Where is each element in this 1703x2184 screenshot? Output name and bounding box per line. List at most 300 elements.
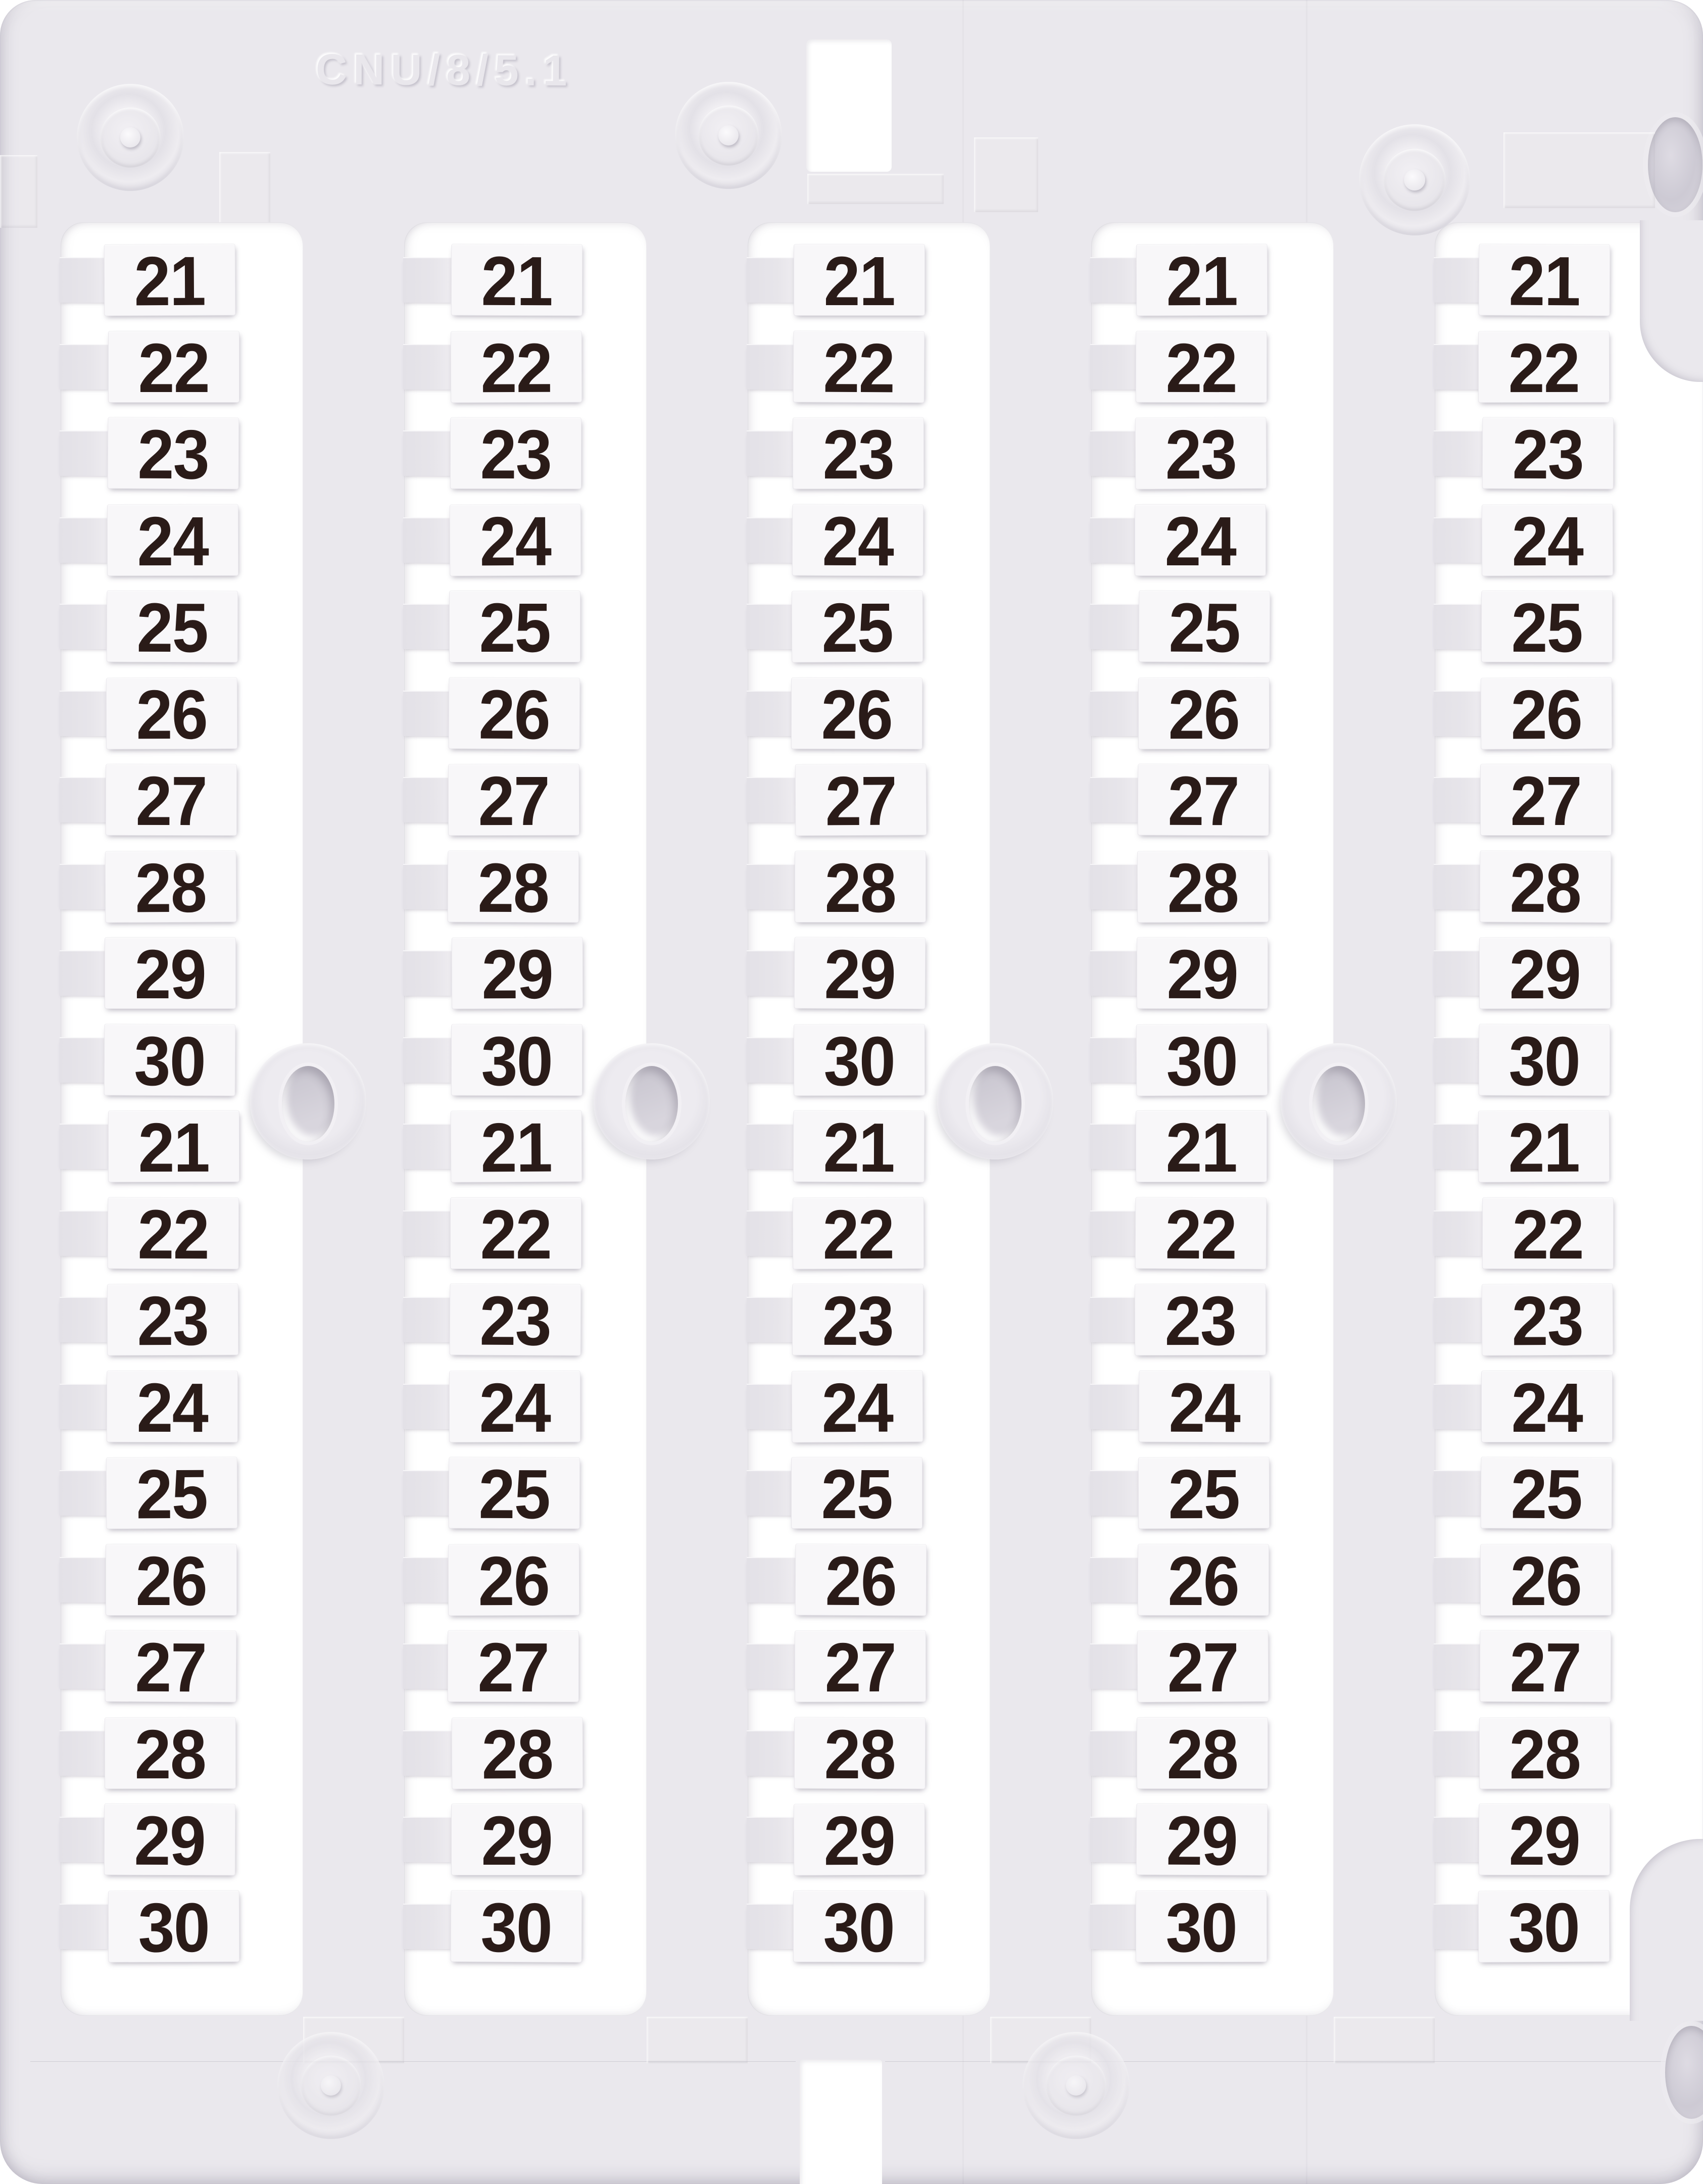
- marker-tag: [106, 762, 237, 841]
- marker-tag-number: 28: [1509, 1715, 1581, 1793]
- sprue-bridge: [747, 1817, 797, 1862]
- sprue-bridge: [1434, 1904, 1484, 1949]
- sprue-bridge: [403, 777, 454, 822]
- marker-tag-number: 26: [478, 675, 550, 754]
- sprue-bridge: [60, 1037, 110, 1083]
- marker-tag-number: 25: [479, 589, 551, 667]
- marker-tag-number: 24: [1511, 1369, 1583, 1447]
- sprue-bridge: [1090, 604, 1141, 649]
- marker-tag-number: 22: [1508, 329, 1580, 407]
- marker-tag-number: 29: [1509, 935, 1581, 1014]
- marker-tag-number: 30: [1165, 1888, 1237, 1967]
- marker-tag-number: 24: [1169, 1369, 1240, 1447]
- marker-tag: [106, 675, 237, 754]
- side-oval-hole: [1648, 117, 1702, 212]
- marker-tag: [1480, 849, 1612, 927]
- sprue-bridge: [1434, 430, 1484, 476]
- marker-tag: [451, 1022, 582, 1100]
- sprue-bridge: [403, 1297, 454, 1342]
- marker-tag-number: 27: [825, 762, 897, 841]
- sprue-bridge: [403, 604, 454, 649]
- mounting-boss: [675, 82, 782, 189]
- marker-tag-number: 23: [137, 1282, 209, 1361]
- sprue-bridge: [1434, 1297, 1484, 1342]
- marker-tag: [108, 1108, 239, 1187]
- sprue-bridge: [1434, 1643, 1484, 1689]
- marker-tag: [1138, 762, 1269, 841]
- marker-tag-number: 28: [134, 1715, 206, 1793]
- sprue-bridge: [1090, 517, 1141, 563]
- sprue-bridge: [1434, 604, 1484, 649]
- sprue-bridge: [747, 1730, 797, 1776]
- sprue-bridge: [747, 864, 797, 909]
- sprue-bridge: [60, 1730, 110, 1776]
- marker-tag: [451, 1888, 582, 1967]
- marker-tag: [1138, 1542, 1269, 1620]
- marker-tag-number: 30: [138, 1888, 210, 1967]
- marker-tag-number: 22: [822, 1195, 894, 1274]
- sprue-bridge: [403, 517, 454, 563]
- rib-stub: [1334, 2017, 1435, 2063]
- marker-tag-number: 27: [477, 1628, 549, 1707]
- marker-tag-number: 30: [823, 1888, 895, 1967]
- marker-tag: [1135, 1195, 1267, 1274]
- marker-tag: [1482, 1195, 1614, 1274]
- sprue-bridge: [1434, 950, 1484, 996]
- side-oval-hole: [1665, 2026, 1703, 2119]
- marker-tag: [1478, 1888, 1610, 1967]
- marker-tag: [1479, 1802, 1610, 1880]
- marker-tag: [1136, 1109, 1267, 1187]
- marker-tag-number: 21: [1166, 242, 1238, 321]
- marker-tag: [1480, 1542, 1612, 1620]
- sprue-bridge: [1434, 344, 1484, 390]
- sprue-bridge: [403, 1904, 454, 1949]
- marker-tag-number: 26: [821, 675, 893, 754]
- sprue-bridge: [747, 1384, 797, 1429]
- sprue-bridge: [1434, 1470, 1484, 1516]
- marker-tag: [792, 502, 923, 580]
- embossed-panel: [0, 155, 37, 228]
- marker-tag: [1480, 762, 1612, 840]
- marker-tag: [795, 762, 927, 841]
- marker-tag: [1482, 1282, 1614, 1361]
- marker-tag-number: 24: [1164, 502, 1236, 580]
- marker-tag: [1138, 1455, 1270, 1534]
- marker-tag: [1139, 589, 1271, 667]
- marker-tag-number: 29: [481, 935, 553, 1014]
- marker-tag: [1481, 1369, 1613, 1447]
- marker-tag: [1479, 935, 1611, 1014]
- rib-through-hole: [282, 1066, 334, 1142]
- marker-tag: [452, 935, 583, 1014]
- marker-tag-number: 25: [136, 589, 208, 667]
- marker-tag: [1136, 1888, 1267, 1967]
- marker-tag: [448, 1542, 579, 1620]
- rib-through-hole: [1312, 1066, 1365, 1142]
- marker-tag-number: 26: [135, 1542, 207, 1620]
- sprue-bridge: [403, 1470, 454, 1516]
- marker-tag: [793, 1108, 925, 1187]
- marker-tag: [1137, 1628, 1269, 1707]
- marker-tag-number: 27: [478, 762, 550, 841]
- sprue-bridge: [60, 691, 110, 736]
- marker-tag: [791, 675, 922, 754]
- sprue-bridge: [747, 1210, 797, 1256]
- sprue-bridge: [1090, 1384, 1141, 1429]
- marker-tag-number: 30: [823, 1022, 895, 1100]
- marker-tag-number: 21: [823, 242, 895, 320]
- marker-tag: [104, 242, 236, 321]
- marker-tag: [795, 849, 926, 927]
- sprue-bridge: [1090, 1124, 1141, 1169]
- marker-tag-number: 30: [1166, 1022, 1238, 1100]
- sprue-bridge: [1090, 691, 1141, 736]
- marker-tag-number: 28: [1510, 849, 1581, 927]
- rib-through-hole: [969, 1066, 1021, 1142]
- marker-tag: [792, 1282, 923, 1361]
- marker-tag-number: 29: [823, 1802, 895, 1880]
- marker-tag: [793, 329, 925, 407]
- sprue-bridge: [60, 1210, 110, 1256]
- marker-tag: [1479, 242, 1611, 321]
- marker-tag-number: 22: [480, 329, 552, 407]
- marker-tag: [105, 1628, 237, 1707]
- sprue-bridge: [747, 691, 797, 736]
- sprue-bridge: [60, 1904, 110, 1949]
- sprue-bridge: [1090, 1297, 1141, 1342]
- sprue-bridge: [1434, 1384, 1484, 1429]
- sprue-bridge: [403, 691, 454, 736]
- marker-tag: [1480, 1628, 1611, 1707]
- sprue-bridge: [60, 344, 110, 390]
- marker-tag-number: 22: [480, 1195, 552, 1274]
- marker-tag: [449, 1455, 580, 1534]
- sprue-bridge: [747, 430, 797, 476]
- marker-tag-number: 28: [1167, 849, 1239, 927]
- marker-tag: [108, 415, 239, 494]
- sprue-bridge: [60, 517, 110, 563]
- sprue-bridge: [747, 777, 797, 822]
- sprue-bridge: [60, 430, 110, 476]
- marker-tag: [795, 1542, 927, 1620]
- marker-tag: [1135, 1282, 1266, 1361]
- marker-tag: [1481, 1455, 1613, 1534]
- sprue-bridge: [747, 517, 797, 563]
- marker-tag-number: 23: [1512, 1282, 1583, 1361]
- marker-tag-number: 24: [136, 1369, 208, 1447]
- marker-tag-number: 21: [134, 242, 206, 321]
- sprue-bridge: [403, 430, 454, 476]
- marker-tag: [108, 329, 239, 407]
- rib-stub: [647, 2017, 748, 2063]
- marker-tag-number: 25: [136, 1455, 208, 1534]
- marker-tag: [448, 762, 579, 841]
- sprue-bridge: [1434, 1730, 1484, 1776]
- sprue-bridge: [403, 1557, 454, 1603]
- marker-tag: [794, 242, 925, 320]
- marker-tag: [1478, 1108, 1610, 1187]
- marker-tag-number: 24: [479, 502, 551, 580]
- bottom-notch-cutout: [800, 2060, 882, 2184]
- marker-tag-number: 23: [1165, 415, 1237, 494]
- marker-tag-number: 26: [136, 675, 208, 754]
- marker-tag: [1139, 1369, 1270, 1447]
- marker-tag-number: 29: [1166, 1802, 1238, 1880]
- marker-tag-number: 26: [1167, 1542, 1239, 1620]
- sprue-bridge: [60, 1124, 110, 1169]
- sprue-bridge: [60, 257, 110, 303]
- mounting-boss: [77, 84, 184, 191]
- sprue-bridge: [60, 1297, 110, 1342]
- marker-tag: [449, 1369, 580, 1447]
- marker-tag-number: 28: [477, 849, 549, 927]
- sprue-bridge: [60, 1817, 110, 1862]
- marker-tag-number: 23: [1164, 1282, 1236, 1361]
- sprue-bridge: [60, 1470, 110, 1516]
- marker-tag: [450, 1282, 581, 1361]
- sprue-bridge: [1090, 257, 1141, 303]
- marker-tag-number: 21: [1165, 1109, 1237, 1187]
- marker-tag: [1136, 329, 1267, 407]
- marker-tag-number: 23: [822, 415, 894, 494]
- sprue-bridge: [747, 604, 797, 649]
- marker-tag: [794, 1802, 925, 1880]
- marker-tag: [105, 1715, 236, 1793]
- marker-tag-number: 26: [1510, 1542, 1582, 1620]
- sprue-bridge: [1434, 1557, 1484, 1603]
- marker-tag-number: 28: [824, 849, 896, 927]
- marker-tag: [1482, 502, 1613, 580]
- sprue-bridge: [403, 1384, 454, 1429]
- sprue-bridge: [1434, 1210, 1484, 1256]
- marker-tag-number: 28: [824, 1715, 896, 1793]
- sprue-bridge: [747, 1297, 797, 1342]
- sprue-bridge: [1434, 777, 1484, 822]
- marker-tag-number: 25: [1511, 589, 1583, 667]
- marker-tag-number: 24: [137, 502, 209, 580]
- marker-tag: [1138, 675, 1270, 754]
- sprue-bridge: [403, 257, 454, 303]
- marker-tag-number: 24: [822, 502, 894, 580]
- marker-tag-number: 21: [823, 1108, 895, 1187]
- marker-tag-number: 27: [1510, 762, 1582, 840]
- marker-tag: [452, 1715, 583, 1793]
- sprue-bridge: [1090, 1037, 1141, 1083]
- embossed-panel: [1503, 132, 1655, 208]
- marker-tag-number: 29: [1166, 935, 1238, 1014]
- marker-tag: [1137, 935, 1268, 1014]
- top-cutout-hole: [806, 39, 892, 172]
- sprue-bridge: [60, 604, 110, 649]
- marker-tag-number: 27: [1167, 1628, 1239, 1707]
- marker-tag: [792, 589, 923, 667]
- sprue-bridge: [747, 1037, 797, 1083]
- marker-tag-number: 30: [1508, 1888, 1580, 1967]
- marker-tag-number: 26: [1168, 675, 1240, 754]
- sprue-bridge: [60, 777, 110, 822]
- sprue-bridge: [747, 950, 797, 996]
- sprue-bridge: [747, 1904, 797, 1949]
- marker-tag: [1136, 242, 1268, 321]
- sprue-bridge: [403, 344, 454, 390]
- sprue-bridge: [1434, 517, 1484, 563]
- marker-tag-number: 24: [479, 1369, 551, 1447]
- sprue-bridge: [1090, 1817, 1141, 1862]
- marker-tag-number: 21: [138, 1108, 210, 1187]
- sprue-bridge: [403, 1643, 454, 1689]
- sprue-bridge: [1090, 1557, 1141, 1603]
- sprue-bridge: [747, 344, 797, 390]
- marker-tag-number: 23: [137, 415, 209, 494]
- marker-tag: [451, 1108, 582, 1187]
- marker-tag-number: 27: [135, 762, 207, 841]
- marker-tag-number: 29: [481, 1802, 553, 1880]
- marker-tag: [448, 849, 579, 927]
- sprue-bridge: [60, 1384, 110, 1429]
- marker-tag: [793, 1195, 924, 1274]
- marker-tag-number: 21: [480, 1108, 552, 1187]
- marker-tag: [106, 1542, 237, 1620]
- marker-tag-number: 21: [1509, 242, 1580, 321]
- marker-tag-number: 25: [821, 1455, 893, 1533]
- marker-tag: [1135, 502, 1266, 580]
- marker-tag-number: 22: [138, 329, 210, 407]
- sprue-bridge: [60, 1643, 110, 1689]
- marker-tag: [108, 1888, 239, 1967]
- sprue-bridge: [747, 257, 797, 303]
- marker-tag-number: 26: [478, 1542, 550, 1620]
- marker-tag: [449, 675, 580, 754]
- sprue-bridge: [403, 1730, 454, 1776]
- sprue-bridge: [403, 1037, 454, 1083]
- marker-tag-number: 27: [1167, 762, 1239, 841]
- sprue-bridge: [60, 864, 110, 909]
- sprue-bridge: [747, 1557, 797, 1603]
- embossed-part-number: CNU/8/5.1: [315, 45, 573, 95]
- marker-tag: [107, 589, 238, 667]
- marker-tag-number: 29: [1509, 1802, 1580, 1880]
- marker-tag: [793, 1888, 925, 1967]
- marker-tag: [1479, 1715, 1611, 1793]
- marker-tag-number: 28: [481, 1715, 553, 1793]
- marker-tag: [107, 1282, 238, 1361]
- sprue-bridge: [747, 1124, 797, 1169]
- marker-tag-number: 21: [481, 242, 553, 321]
- marker-tag: [794, 935, 926, 1014]
- sprue-bridge: [60, 950, 110, 996]
- marker-tag: [1137, 1715, 1268, 1793]
- marker-tag: [450, 502, 581, 580]
- mounting-boss: [277, 2032, 384, 2139]
- sprue-bridge: [1434, 691, 1484, 736]
- marker-tag: [1135, 415, 1267, 494]
- marker-tag: [1482, 415, 1614, 494]
- marker-tag-number: 27: [824, 1628, 896, 1707]
- marker-tag-number: 25: [821, 589, 893, 667]
- marker-tag: [450, 1195, 581, 1274]
- marker-tag-number: 26: [825, 1542, 897, 1620]
- marker-tag-number: 23: [822, 1282, 894, 1361]
- sprue-bridge: [1090, 430, 1141, 476]
- marker-tag-number: 25: [1511, 1455, 1582, 1534]
- marker-tag: [107, 1369, 238, 1447]
- rib-through-hole: [625, 1066, 678, 1142]
- sprue-bridge: [1090, 1643, 1141, 1689]
- marker-tag: [451, 1802, 582, 1880]
- marker-tag: [105, 936, 236, 1013]
- sprue-bridge: [403, 950, 454, 996]
- mounting-boss: [1023, 2032, 1130, 2139]
- marker-tag: [1481, 675, 1613, 754]
- marker-tag-number: 30: [134, 1022, 206, 1100]
- marker-tag: [794, 1715, 926, 1793]
- marker-tag-number: 23: [1512, 415, 1584, 494]
- marker-tag: [795, 1628, 926, 1707]
- marker-tag: [1481, 589, 1613, 667]
- sprue-bridge: [1090, 950, 1141, 996]
- sprue-bridge: [403, 1210, 454, 1256]
- sprue-bridge: [1434, 1817, 1484, 1862]
- sprue-bridge: [403, 1124, 454, 1169]
- sprue-bridge: [1090, 864, 1141, 909]
- sprue-bridge: [1090, 1730, 1141, 1776]
- marker-tag-number: 29: [134, 936, 206, 1013]
- sprue-bridge: [403, 1817, 454, 1862]
- marker-tag-number: 25: [478, 1455, 550, 1534]
- marker-tag: [793, 415, 924, 494]
- marker-tag: [104, 1802, 235, 1880]
- sprue-bridge: [747, 1470, 797, 1516]
- marker-tag-number: 23: [479, 1282, 551, 1361]
- sprue-bridge: [1434, 1037, 1484, 1083]
- marker-tag: [1479, 1022, 1610, 1100]
- marker-tag: [792, 1369, 923, 1447]
- marker-tag: [450, 415, 581, 494]
- marker-tag: [1137, 849, 1269, 927]
- marker-tag: [451, 329, 582, 407]
- sprue-bridge: [403, 864, 454, 909]
- marker-tag: [1136, 1022, 1268, 1100]
- marker-tag: [1136, 1802, 1268, 1880]
- marker-tag-number: 28: [1166, 1715, 1238, 1793]
- marker-tag: [794, 1022, 925, 1100]
- marker-tag-number: 26: [1511, 675, 1582, 754]
- sprue-bridge: [1434, 257, 1484, 303]
- marker-tag: [449, 589, 580, 667]
- marker-tag-number: 22: [1512, 1195, 1584, 1274]
- marker-tag-number: 27: [1510, 1628, 1581, 1707]
- marker-tag-number: 24: [1512, 502, 1583, 580]
- marker-tag-number: 24: [821, 1369, 893, 1447]
- marker-tag-number: 30: [1509, 1022, 1580, 1100]
- sprue-bridge: [1090, 1904, 1141, 1949]
- embossed-panel: [807, 174, 944, 204]
- marker-tag-number: 27: [135, 1628, 207, 1707]
- sprue-bridge: [1090, 1210, 1141, 1256]
- marker-tag-number: 29: [824, 935, 896, 1014]
- sprue-bridge: [1090, 344, 1141, 390]
- marker-tag-number: 22: [137, 1195, 209, 1274]
- marker-tag: [105, 849, 237, 927]
- sprue-bridge: [60, 1557, 110, 1603]
- marker-tag-number: 25: [1168, 1455, 1240, 1534]
- marker-tag: [1478, 329, 1610, 407]
- marker-tag: [448, 1628, 579, 1707]
- marker-tag-number: 29: [134, 1802, 206, 1880]
- boss-pin: [1404, 169, 1425, 190]
- sprue-bridge: [1434, 1124, 1484, 1169]
